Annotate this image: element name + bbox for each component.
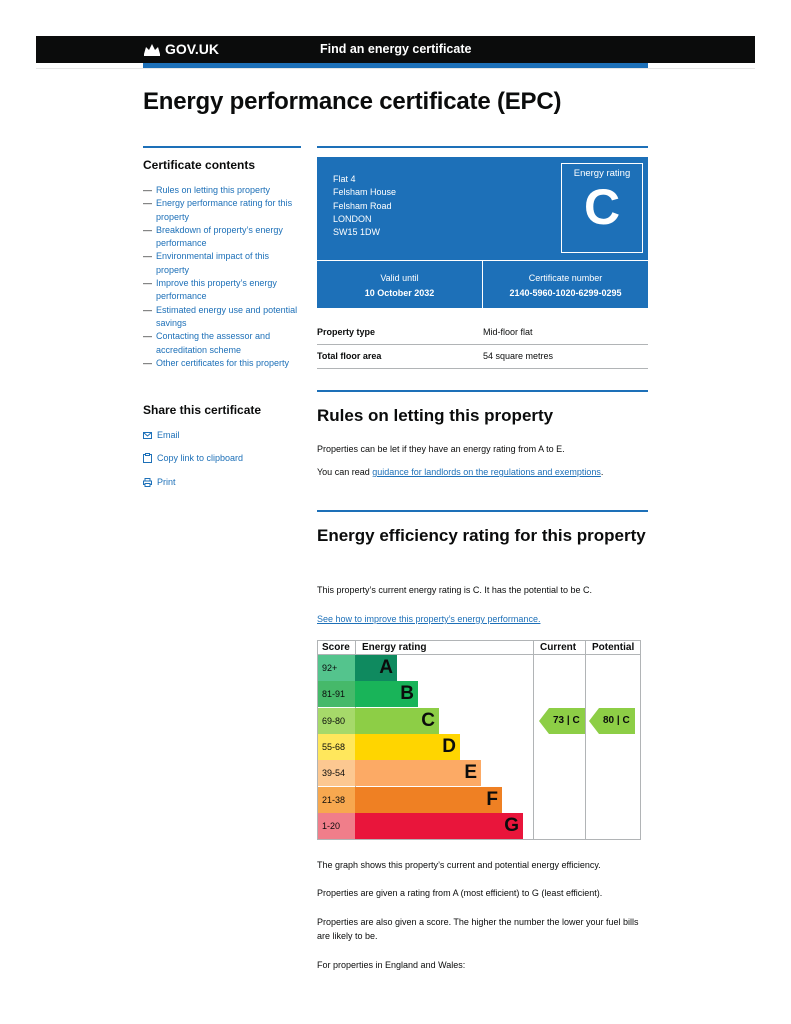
email-link[interactable] [143,430,180,440]
contents-heading: Certificate contents [143,158,256,172]
england-wales-intro: For properties in England and Wales: [317,960,466,970]
property-type-row [317,321,648,345]
copy-label: Copy link to clipboard [157,453,244,463]
certificate-summary [317,157,648,308]
section-divider [317,390,648,392]
print-label: Print [157,477,176,487]
current-column-header: Current [540,642,577,653]
score-range-a: 92+ [318,655,355,681]
copy-link-button[interactable] [143,453,243,463]
current-rating-arrow [539,708,585,734]
score-range-g: 1-20 [318,813,355,839]
graph-description: The graph shows this property’s current and potential energy efficiency. [317,860,601,870]
score-range-d: 55-68 [318,734,355,760]
valid-until-label: Valid until [380,273,419,283]
main-divider [317,146,648,148]
rating-band-letter: F [486,788,498,810]
sidebar-divider [143,146,301,148]
clipboard-icon [143,453,152,463]
rating-column-header: Energy rating [362,642,427,653]
efficiency-heading: Energy efficiency rating for this property [317,526,646,545]
contents-link[interactable]: — Estimated energy use and potential savings [143,304,303,331]
rating-band-letter: E [464,762,477,784]
contents-link[interactable]: — Environmental impact of this property [143,250,303,277]
property-type-label: Property type [317,327,376,337]
energy-rating-box [561,163,643,253]
contents-link[interactable]: — Contacting the assessor and accreditation scheme [143,330,303,357]
logo-text: GOV.UK [165,41,219,57]
score-range-e: 39-54 [318,760,355,786]
graph-column-divider [585,641,586,839]
rating-band-letter: A [379,657,393,678]
email-icon [143,431,152,439]
certificate-number-label: Certificate number [528,273,603,283]
rules-guidance [317,466,648,480]
valid-until [317,271,482,301]
email-label: Email [157,430,180,440]
improve-performance-link[interactable]: See how to improve this property’s energy performance. [317,614,541,624]
valid-until-value: 10 October 2032 [364,288,435,298]
site-header [36,36,755,63]
score-column-header: Score [322,642,350,653]
rating-band-g [355,813,523,839]
energy-rating-graph [317,640,641,840]
floor-area-label: Total floor area [317,351,382,361]
rating-band-f [355,787,502,813]
floor-area-value: 54 square metres [483,351,554,361]
rules-guidance-suffix: . [600,467,604,477]
rating-arrow-label: 80 | C [603,714,630,726]
print-button[interactable] [143,477,176,487]
score-range-c: 69-80 [318,708,355,734]
rating-band-d [355,734,460,760]
contents-link[interactable]: — Breakdown of property’s energy performance [143,224,303,251]
efficiency-text: This property’s current energy rating is C. It has the potential to be C. [317,585,592,595]
rating-band-letter: D [442,735,456,757]
contents-link[interactable]: — Energy performance rating for this property [143,197,303,224]
contents-link[interactable]: — Rules on letting this property [143,184,303,197]
address-line: SW15 1DW [333,227,381,238]
rating-band-c [355,708,439,734]
rules-guidance-prefix: You can read [317,467,373,477]
floor-area-row [317,345,648,369]
address-line: Felsham House [333,187,397,198]
address-line: Felsham Road [333,200,392,211]
rules-text: Properties can be let if they have an energy rating from A to E. [317,444,565,454]
property-type-value: Mid-floor flat [483,327,533,337]
rules-heading: Rules on letting this property [317,406,554,425]
energy-rating-value: C [583,179,621,235]
landlord-guidance-link[interactable]: guidance for landlords on the regulations and exemptions [372,467,601,477]
rating-band-b [355,681,418,707]
contents-link[interactable]: — Improve this property’s energy performance [143,277,303,304]
score-explanation: Properties are also given a score. The higher the number the lower your fuel bills are likely to be. [317,917,639,941]
rating-explanation: Properties are given a rating from A (most efficient) to G (least efficient). [317,888,603,898]
contents-list [143,184,303,370]
rating-band-letter: C [421,709,435,731]
certificate-number [483,271,648,301]
contents-link[interactable]: — Other certificates for this property [143,357,303,370]
score-range-f: 21-38 [318,787,355,813]
rating-band-letter: G [504,814,519,836]
section-divider [317,510,648,512]
rating-band-e [355,760,481,786]
rating-band-letter: B [400,683,414,705]
header-divider [36,68,755,69]
score-range-b: 81-91 [318,681,355,707]
share-heading: Share this certificate [143,403,262,417]
graph-column-divider [533,641,534,839]
page-title: Energy performance certificate (EPC) [143,88,562,115]
potential-rating-arrow [589,708,635,734]
crown-icon [143,42,161,56]
potential-column-header: Potential [592,642,635,653]
printer-icon [143,478,152,487]
energy-rating-label: Energy rating [573,168,631,179]
govuk-logo[interactable] [143,41,219,57]
rating-arrow-label: 73 | C [553,714,580,726]
address-line: LONDON [333,213,372,224]
certificate-number-value: 2140-5960-1020-6299-0295 [509,288,622,298]
efficiency-link-wrap [317,613,648,627]
property-address [333,173,396,239]
service-name[interactable]: Find an energy certificate [320,42,472,56]
address-line: Flat 4 [333,174,356,184]
rating-band-a [355,655,397,681]
